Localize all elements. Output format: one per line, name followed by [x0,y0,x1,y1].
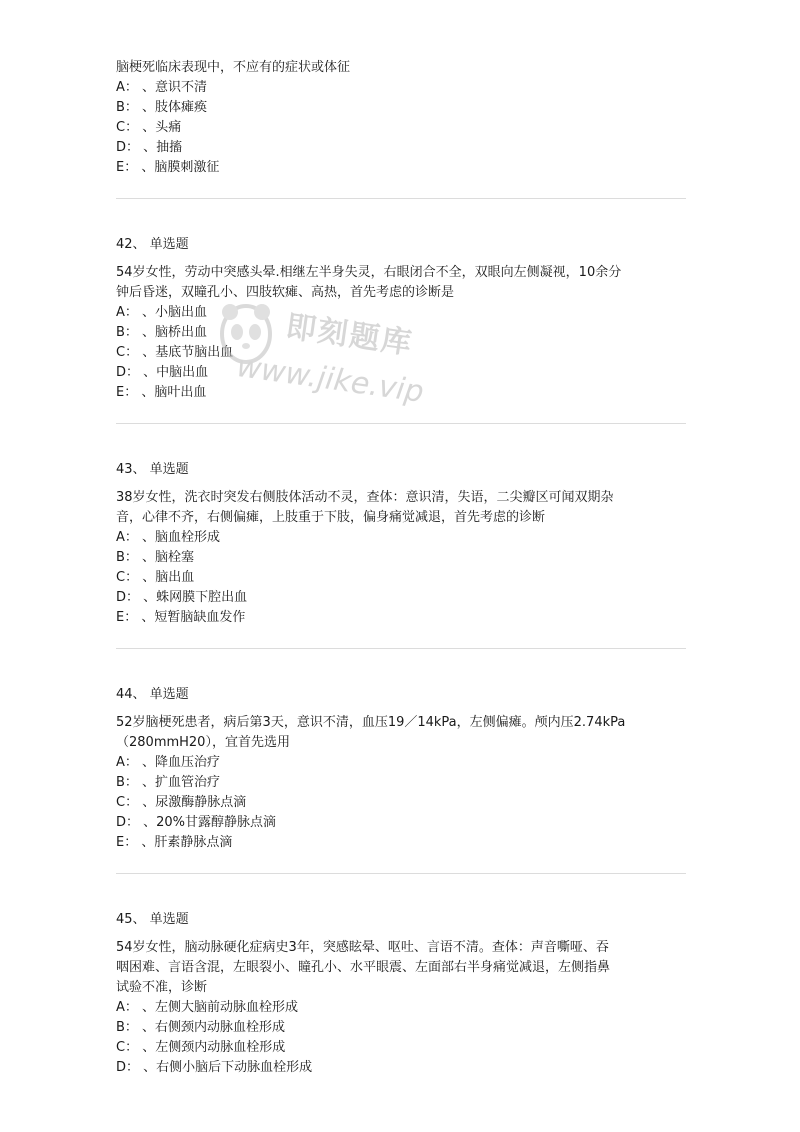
option-e[interactable]: E： 、脑叶出血 [116,385,207,400]
question-stem-line: 54岁女性，劳动中突感头晕.相继左半身失灵，右眼闭合不全，双眼向左侧凝视，10余分 [116,265,622,280]
question-44 [116,685,686,853]
option-d[interactable]: D： 、抽搐 [116,140,183,155]
question-stem-line: 咽困难、言语含混，左眼裂小、瞳孔小、水平眼震、左面部右半身痛觉减退，左侧指鼻 [116,960,611,975]
option-d[interactable]: D： 、20%甘露醇静脉点滴 [116,815,277,830]
question-stem-line: 音，心律不齐，右侧偏瘫，上肢重于下肢，偏身痛觉减退，首先考虑的诊断 [116,510,546,525]
option-b[interactable]: B： 、扩血管治疗 [116,775,221,790]
option-c[interactable]: C： 、头痛 [116,120,182,135]
question-stem-line: 钟后昏迷，双瞳孔小、四肢软瘫、高热，首先考虑的诊断是 [116,285,455,300]
question-divider [116,648,686,649]
question-stem-line: 38岁女性，洗衣时突发右侧肢体活动不灵，查体：意识清，失语，二尖瓣区可闻双期杂 [116,490,614,505]
question-stem-line: 试验不准，诊断 [116,980,208,995]
option-c[interactable]: C： 、基底节脑出血 [116,345,234,360]
option-a[interactable]: A： 、脑血栓形成 [116,530,221,545]
option-e[interactable]: E： 、脑膜刺激征 [116,160,220,175]
question-stem: 脑梗死临床表现中，不应有的症状或体征 [116,60,351,75]
watermark-text-cn: 即刻题库 [283,309,416,362]
option-c[interactable]: C： 、尿激酶静脉点滴 [116,795,247,810]
option-e[interactable]: E： 、短暂脑缺血发作 [116,610,246,625]
question-divider [116,873,686,874]
option-e[interactable]: E： 、肝素静脉点滴 [116,835,233,850]
question-stem-line: （280mmH20），宜首先选用 [116,735,290,750]
option-a[interactable]: A： 、左侧大脑前动脉血栓形成 [116,1000,299,1015]
question-header: 45、 单选题 [116,912,189,927]
question-41 [116,58,686,178]
option-b[interactable]: B： 、右侧颈内动脉血栓形成 [116,1020,286,1035]
question-45 [116,910,686,1078]
question-divider [116,423,686,424]
option-a[interactable]: A： 、意识不清 [116,80,208,95]
option-b[interactable]: B： 、肢体瘫痪 [116,100,208,115]
exam-page [116,58,686,1078]
question-header: 42、 单选题 [116,237,189,252]
option-d[interactable]: D： 、中脑出血 [116,365,209,380]
option-d[interactable]: D： 、蛛网膜下腔出血 [116,590,248,605]
question-divider [116,198,686,199]
option-d[interactable]: D： 、右侧小脑后下动脉血栓形成 [116,1060,313,1075]
question-42 [116,235,686,403]
question-stem-line: 52岁脑梗死患者，病后第3天，意识不清，血压19／14kPa，左侧偏瘫。颅内压2.74kPa [116,715,626,730]
question-header: 43、 单选题 [116,462,189,477]
question-43 [116,460,686,628]
watermark-text-en: www.jike.vip [234,349,426,410]
question-stem-line: 54岁女性，脑动脉硬化症病史3年，突感眩晕、呕吐、言语不清。查体：声音嘶哑、吞 [116,940,609,955]
question-header: 44、 单选题 [116,687,189,702]
option-b[interactable]: B： 、脑栓塞 [116,550,195,565]
option-b[interactable]: B： 、脑桥出血 [116,325,208,340]
option-a[interactable]: A： 、小脑出血 [116,305,208,320]
option-c[interactable]: C： 、左侧颈内动脉血栓形成 [116,1040,286,1055]
option-c[interactable]: C： 、脑出血 [116,570,195,585]
option-a[interactable]: A： 、降血压治疗 [116,755,221,770]
